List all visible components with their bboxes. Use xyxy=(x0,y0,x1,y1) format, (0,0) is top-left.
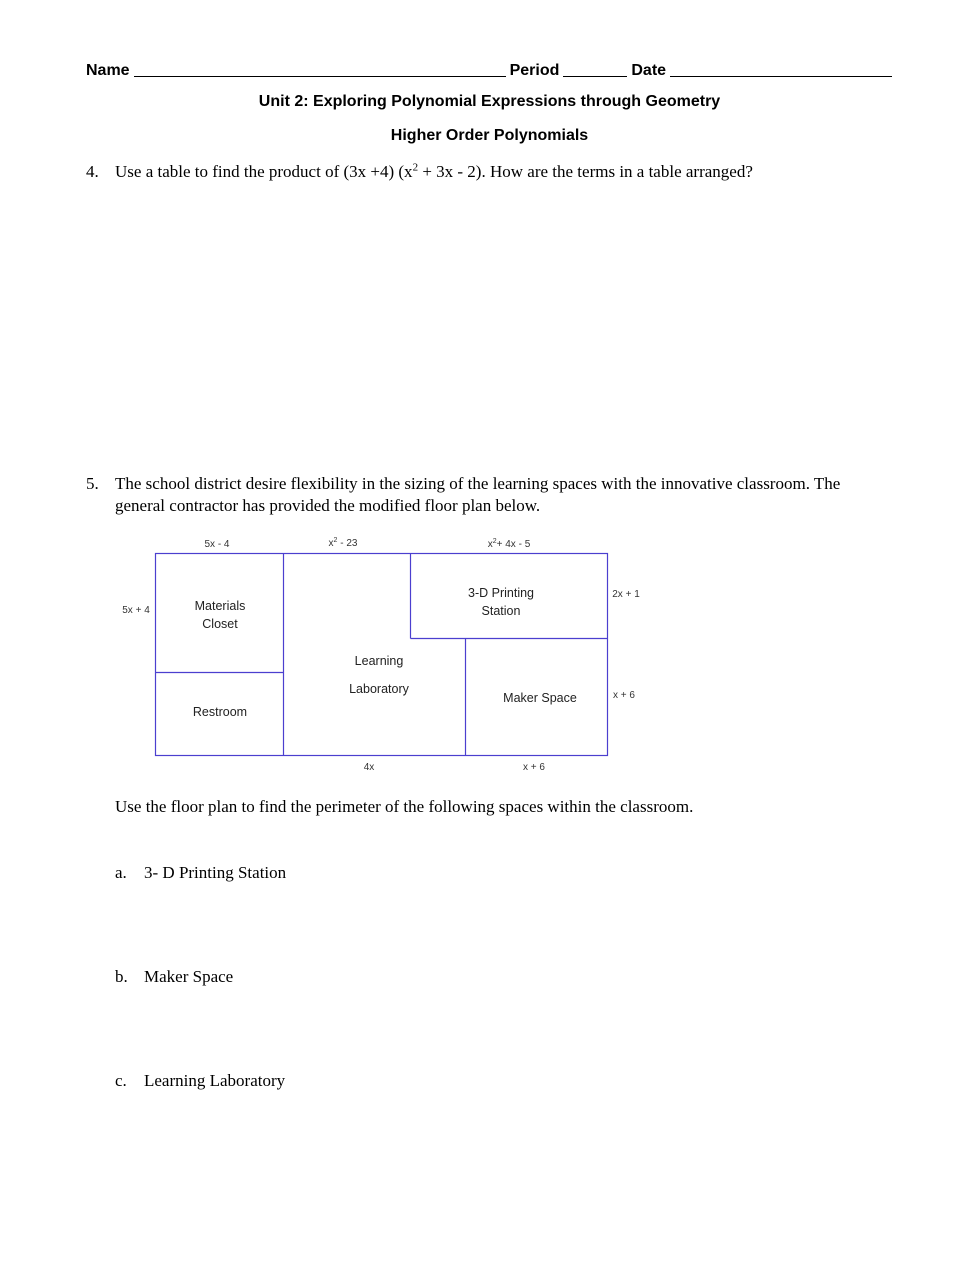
question-4-exponent: 2 xyxy=(412,161,419,174)
question-5-line-1: The school district desire flexibility in the sizing of the learning spaces with the innovative classroom. The xyxy=(115,474,841,493)
lab-label-line-1: Learning xyxy=(354,654,404,668)
restroom-label: Restroom xyxy=(192,705,248,719)
unit-title: Unit 2: Exploring Polynomial Expressions through Geometry xyxy=(258,93,721,110)
part-c xyxy=(115,1070,515,1094)
perimeter-instruction: Use the floor plan to find the perimeter of the following spaces within the classroom. xyxy=(115,797,694,816)
part-b xyxy=(115,966,515,990)
maker-bottom-label: x + 6 xyxy=(523,762,545,773)
printing-label-line-2: Station xyxy=(481,604,521,618)
period-label: Period xyxy=(509,62,560,79)
maker-label: Maker Space xyxy=(503,691,577,705)
closet-width-label: 5x - 4 xyxy=(204,539,230,550)
date-label: Date xyxy=(631,62,667,79)
printing-height-label: 2x + 1 xyxy=(612,589,640,600)
closet-label-line-2: Closet xyxy=(202,617,238,631)
closet-label-line-1: Materials xyxy=(194,599,246,613)
maker-height-label: x + 6 xyxy=(613,690,635,701)
part-a xyxy=(115,862,515,886)
question-4-text-before: Use a table to find the product of (3x +4) (x xyxy=(115,162,413,181)
lesson-title: Higher Order Polynomials xyxy=(390,127,589,144)
lab-label-line-2: Laboratory xyxy=(349,682,409,696)
question-4-number: 4. xyxy=(86,162,99,181)
part-a-text: 3- D Printing Station xyxy=(144,863,287,882)
lab-width-label: $x^2 - 23$ xyxy=(328,537,358,549)
question-4-text-after: + 3x - 2). How are the terms in a table arranged? xyxy=(418,162,753,181)
question-5-line-2: general contractor has provided the modified floor plan below. xyxy=(115,496,541,515)
closet-height-label: 5x + 4 xyxy=(122,605,150,616)
question-5-number: 5. xyxy=(86,474,99,493)
part-c-text: Learning Laboratory xyxy=(144,1071,286,1090)
name-label: Name xyxy=(86,62,130,79)
part-c-letter: c. xyxy=(115,1071,127,1090)
printing-width-label: $x^2+ 4x - 5$ xyxy=(487,538,531,550)
part-b-text: Maker Space xyxy=(144,967,234,986)
part-a-letter: a. xyxy=(115,863,127,882)
printing-label-line-1: 3-D Printing xyxy=(468,586,534,600)
part-b-letter: b. xyxy=(115,967,128,986)
lab-bottom-label: 4x xyxy=(363,762,375,773)
